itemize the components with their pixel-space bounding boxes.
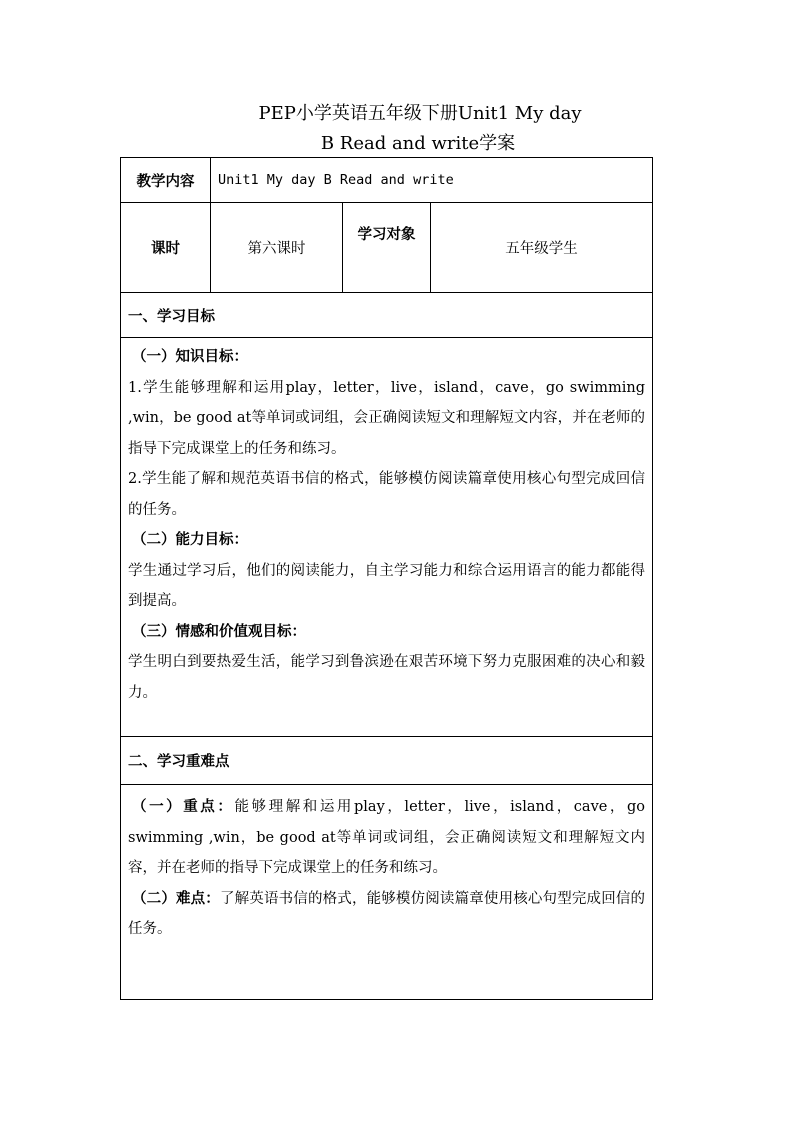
key-point-label: （一）重点： <box>132 798 235 815</box>
content-label: 教学内容 <box>121 158 211 203</box>
knowledge-heading: （一）知识目标： <box>132 348 248 365</box>
section1-body <box>121 338 653 737</box>
section1-heading: 一、学习目标 <box>121 293 653 338</box>
ability-text: 学生通过学习后，他们的阅读能力，自主学习能力和综合运用语言的能力都能得到提高。 <box>128 562 646 609</box>
key-point <box>128 792 645 884</box>
audience-value: 五年级学生 <box>431 203 653 293</box>
row-period <box>121 203 653 293</box>
section2-heading: 二、学习重难点 <box>121 737 653 785</box>
section2-body <box>121 785 653 1000</box>
knowledge-item-1: 1.学生能够理解和运用play，letter，live，island，cave，go swimming ,win，be good at等单词或词组，会正确阅读短文和理解短文内容，并在老师的指导下完成课堂上的任务和练习。 <box>128 379 646 457</box>
content-value-text: Unit1 My day B Read and write <box>218 172 454 188</box>
knowledge-item-2: 2.学生能了解和规范英语书信的格式，能够模仿阅读篇章使用核心句型完成回信的任务。 <box>128 471 646 518</box>
period-value: 第六课时 <box>211 203 343 293</box>
audience-label: 学习对象 <box>343 203 431 293</box>
row-section1-body <box>121 338 653 737</box>
key-point-text: 能够理解和运用play，letter，live，island，cave，go swimming ,win，be good at等单词或词组，会正确阅读短文和理解短文内容，并在老师的指导下完成课堂上的任务和练习。 <box>128 799 646 876</box>
difficult-point-label: （二）难点： <box>132 889 220 907</box>
row-section2-body <box>121 785 653 1000</box>
document-title-line-1: PEP小学英语五年级下册Unit1 My day <box>258 103 582 124</box>
emotion-text: 学生明白到要热爱生活，能学习到鲁滨逊在艰苦环境下努力克服困难的决心和毅力。 <box>128 654 646 701</box>
lesson-plan-table <box>120 157 653 1000</box>
difficult-point <box>128 884 645 945</box>
row-content <box>121 158 653 203</box>
period-label: 课时 <box>121 203 211 293</box>
row-section2-heading <box>121 737 653 785</box>
difficult-point-text: 了解英语书信的格式，能够模仿阅读篇章使用核心句型完成回信的任务。 <box>128 890 646 937</box>
row-section1-heading <box>121 293 653 338</box>
ability-heading: （二）能力目标： <box>132 531 248 548</box>
emotion-heading: （三）情感和价值观目标： <box>132 622 306 640</box>
document-title-line-2: B Read and write学案 <box>320 133 516 154</box>
content-value <box>211 158 653 203</box>
